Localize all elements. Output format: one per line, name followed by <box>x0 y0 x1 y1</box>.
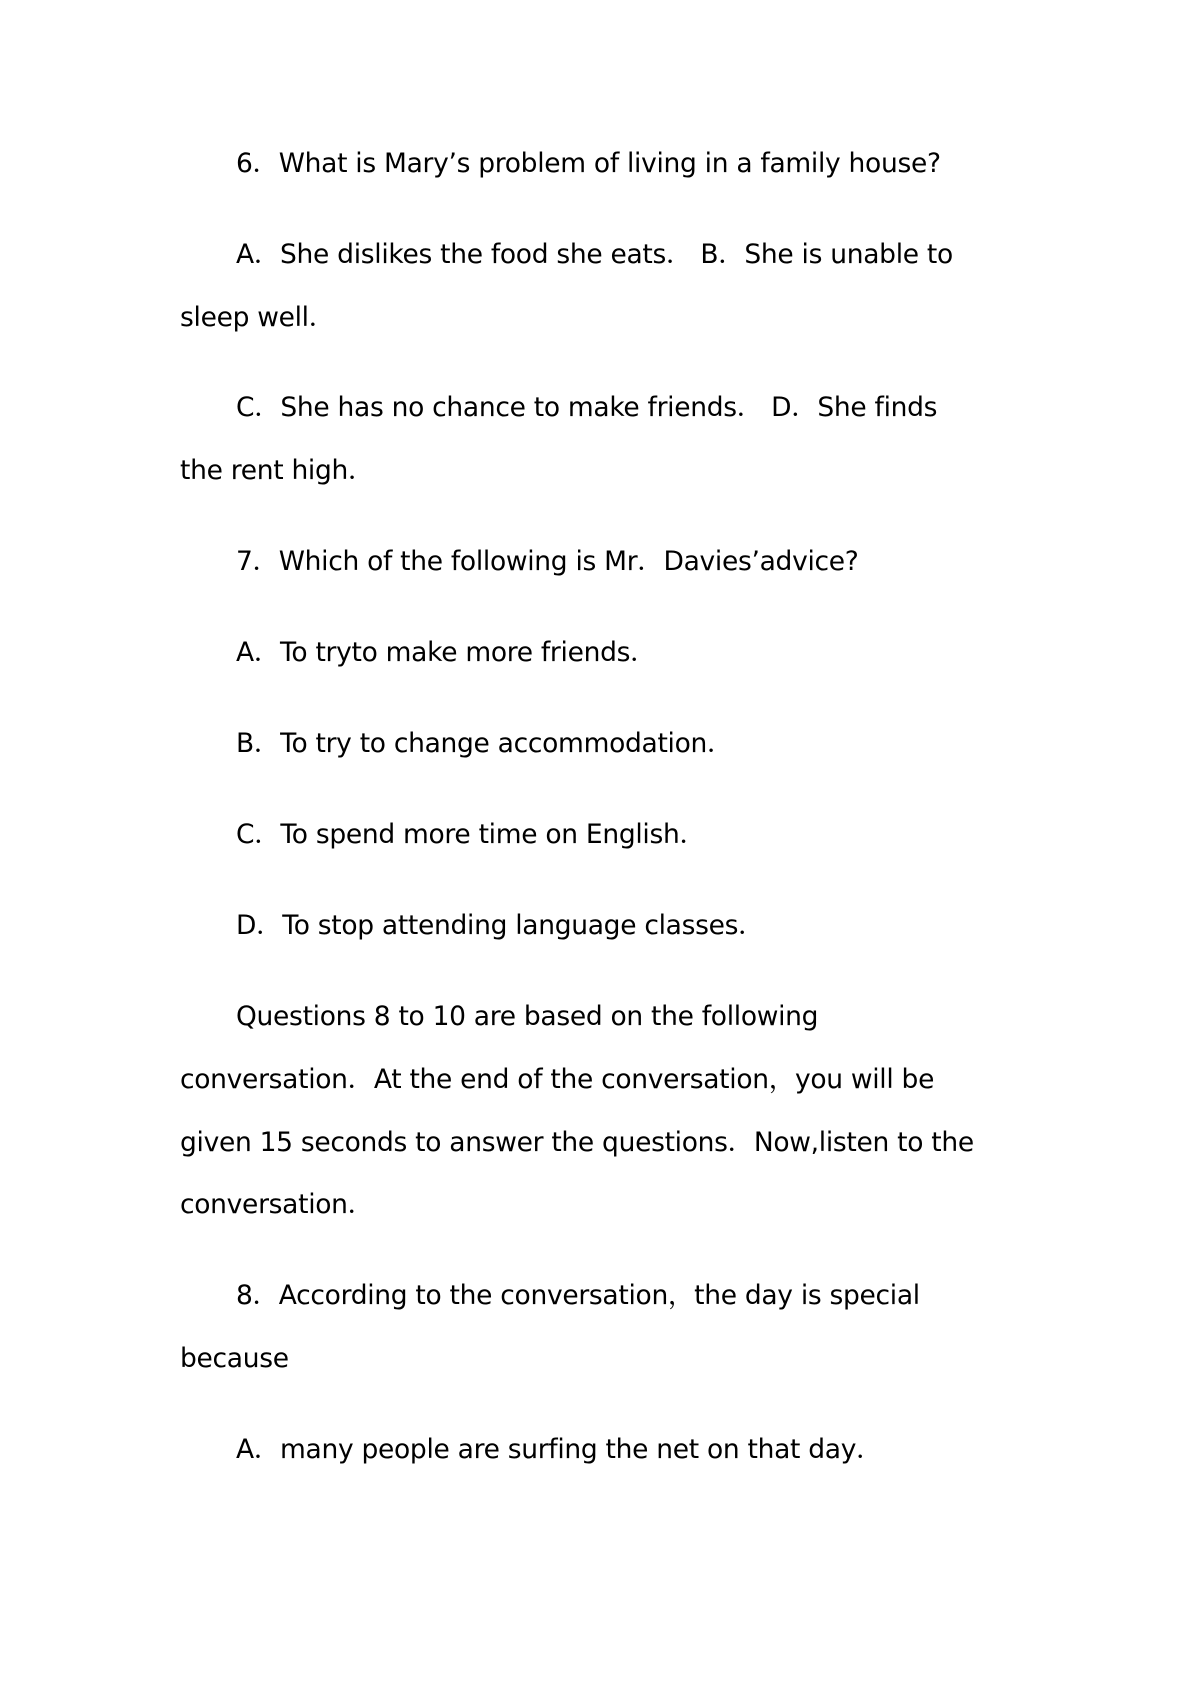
question-7-option-d: D．To stop attending language classes． <box>236 910 765 941</box>
question-6-text: 6．What is Mary’s problem of living in a family house? <box>236 148 941 179</box>
section-instructions-line-1: Questions 8 to 10 are based on the following <box>236 1001 819 1032</box>
question-7-option-b: B．To try to change accommodation． <box>236 728 734 759</box>
question-7-option-c: C．To spend more time on English． <box>236 819 706 850</box>
question-8-option-a: A．many people are surfing the net on that day． <box>236 1434 883 1465</box>
section-instructions-line-3: given 15 seconds to answer the questions．Now,listen to the <box>180 1127 974 1158</box>
question-6-options-ab: A．She dislikes the food she eats． B．She is unable to <box>236 239 953 270</box>
question-8-text-continued: because <box>180 1343 289 1374</box>
question-6-options-ab-continued: sleep well． <box>180 302 335 333</box>
question-6-options-cd-continued: the rent high． <box>180 455 375 486</box>
question-8-text: 8．According to the conversation，the day is special <box>236 1280 920 1311</box>
section-instructions-line-4: conversation． <box>180 1189 374 1220</box>
section-instructions-line-2: conversation．At the end of the conversation，you will be <box>180 1064 935 1095</box>
question-7-option-a: A．To tryto make more friends． <box>236 637 657 668</box>
question-6-options-cd: C．She has no chance to make friends． D．She finds <box>236 392 938 423</box>
question-7-text: 7．Which of the following is Mr．Davies’advice? <box>236 546 859 577</box>
